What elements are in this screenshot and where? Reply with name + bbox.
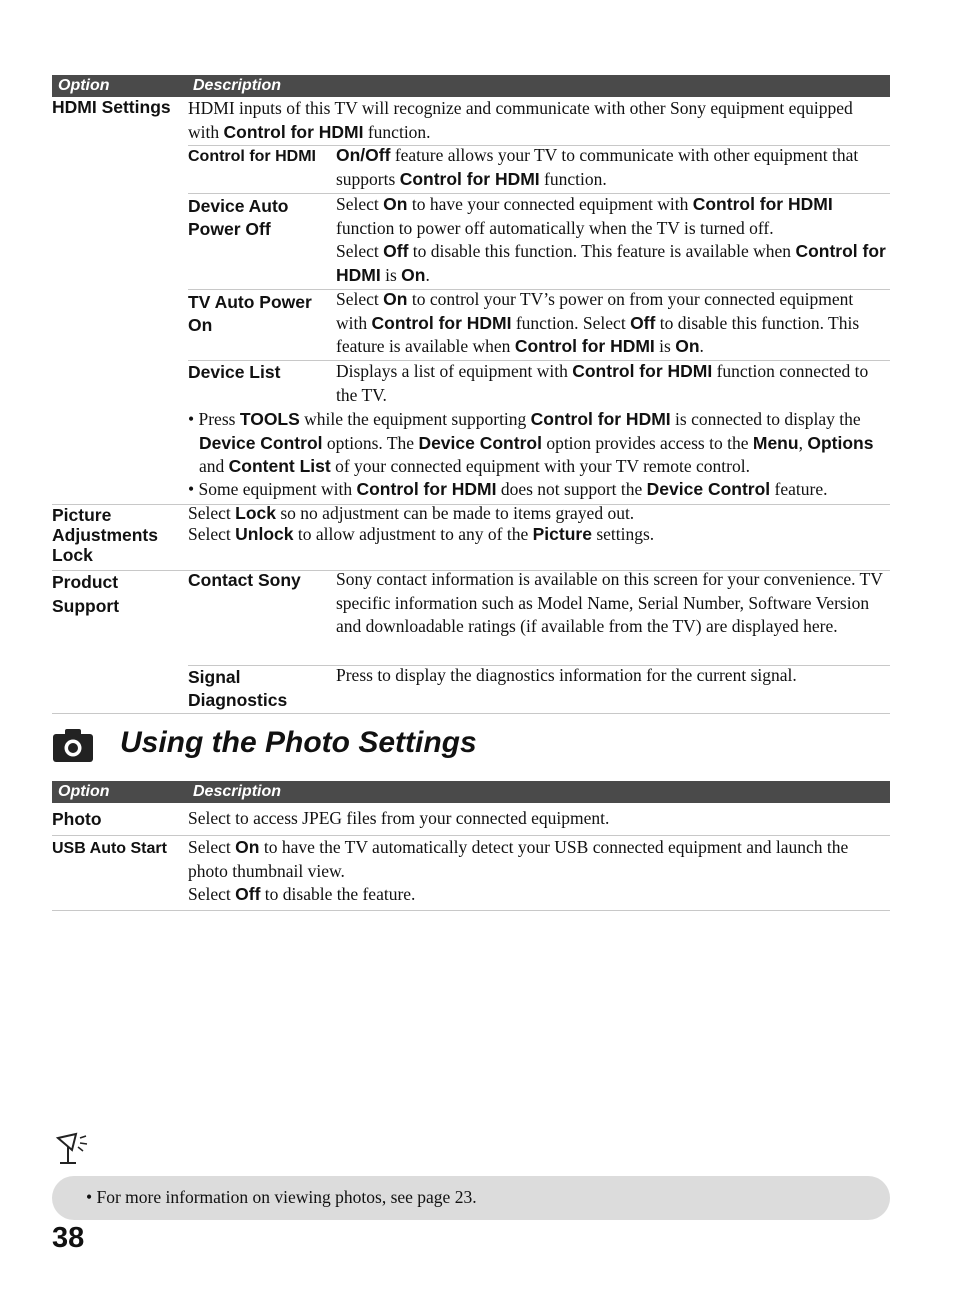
hdmi-bullet-device-control: • Some equipment with Control for HDMI does not support the Device Control feature. [188,479,828,499]
header-description: Description [193,783,282,800]
sub-signal-diagnostics: Signal Diagnostics [188,667,288,710]
sub-control-for-hdmi: Control for HDMI [188,148,316,165]
device-list-text: Displays a list of equipment with Control for HDMI function connected to the TV. [336,361,869,405]
photo-text: Select to access JPEG files from your connected equipment. [188,808,610,828]
hdmi-bullet-tools: • Press TOOLS while the equipment supporting Control for HDMI is connected to display the Device Control options. The Device Control option provides access to the Menu, Options and Content List of your connected equipment with your TV remote control. [188,409,874,476]
sub-contact-sony: Contact Sony [188,570,301,590]
sub-device-auto-power-off: Device Auto Power Off [188,196,289,239]
device-auto-power-off-text: Select On to have your connected equipment with Control for HDMI function to power off automatically when the TV is turned off. Select Off to disable this function. This feature is available when Control for HDMI is On. [336,194,886,285]
table-header [52,75,890,97]
option-hdmi-settings: HDMI Settings [52,97,171,117]
option-product-support: Product Support [52,572,120,616]
tip-box [52,1176,890,1220]
option-usb-auto-start: USB Auto Start [52,840,167,857]
tip-text: • For more information on viewing photos, see page 23. [86,1187,477,1207]
table-header [52,781,890,803]
tv-auto-power-on-text: Select On to control your TV’s power on from your connected equipment with Control for HDMI function. Select Off to disable this function. This feature is available when Control for HDMI is On. [336,289,860,356]
contact-sony-text: Sony contact information is available on this screen for your convenience. TV specific information such as Model Name, Serial Number, Software Version and downloadable ratings (if available from the TV) are displayed here. [336,569,883,636]
header-option: Option [58,77,110,94]
tip-lamp-icon [54,1132,94,1171]
picture-lock-text: Select Lock so no adjustment can be made to items grayed out. Select Unlock to allow adjustment to any of the Picture settings. [188,503,655,544]
usb-auto-start-text: Select On to have the TV automatically detect your USB connected equipment and launch the photo thumbnail view. Select Off to disable the feature. [188,837,849,904]
camera-icon [52,727,94,768]
control-for-hdmi-text: On/Off feature allows your TV to communicate with other equipment that supports Control for HDMI function. [336,145,859,189]
signal-diagnostics-text: Press to display the diagnostics information for the current signal. [336,665,797,685]
option-photo: Photo [52,809,102,829]
row-divider [52,910,890,911]
section-title: Using the Photo Settings [120,726,477,759]
header-option: Option [58,783,110,800]
row-divider [52,713,890,714]
hdmi-intro: HDMI inputs of this TV will recognize and communicate with other Sony equipment equipped with Control for HDMI function. [188,98,853,142]
page-number: 38 [52,1222,85,1254]
sub-tv-auto-power-on: TV Auto Power On [188,292,312,335]
header-description: Description [193,77,282,94]
sub-device-list: Device List [188,362,281,382]
option-picture-adjustments-lock: Picture Adjustments Lock [52,505,158,565]
